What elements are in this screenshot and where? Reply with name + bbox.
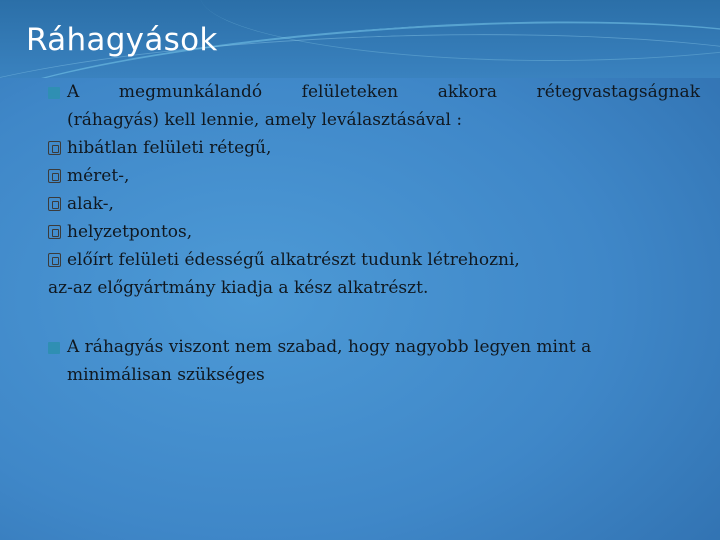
- slide-body: [48, 78, 700, 389]
- bullet-item: [48, 78, 700, 134]
- bullet-text-line: A megmunkálandó felületeken akkora rétegvastagságnak: [67, 82, 700, 102]
- square-bullet-icon: [48, 342, 60, 354]
- bullet-text-line: (ráhagyás) kell lennie, amely leválasztásával :: [67, 110, 463, 130]
- sub-item: [48, 246, 700, 274]
- sub-item: [48, 134, 700, 162]
- missing-glyph-icon: [48, 141, 61, 155]
- sub-item-text: helyzetpontos,: [67, 222, 193, 242]
- continuation-text: az-az előgyártmány kiadja a kész alkatrészt.: [48, 278, 429, 298]
- spacer: [48, 302, 700, 333]
- sub-item: [48, 162, 700, 190]
- sub-item: [48, 190, 700, 218]
- bullet-text-line: minimálisan szükséges: [67, 365, 265, 385]
- missing-glyph-icon: [48, 253, 61, 267]
- sub-item: [48, 218, 700, 246]
- missing-glyph-icon: [48, 225, 61, 239]
- sub-item-text: előírt felületi édességű alkatrészt tudunk létrehozni,: [67, 250, 520, 270]
- missing-glyph-icon: [48, 169, 61, 183]
- sub-item-text: hibátlan felületi rétegű,: [67, 138, 272, 158]
- square-bullet-icon: [48, 87, 60, 99]
- sub-item-text: méret-,: [67, 166, 130, 186]
- bullet-item: [48, 333, 700, 389]
- bullet-text-line: A ráhagyás viszont nem szabad, hogy nagyobb legyen mint a: [67, 337, 592, 357]
- sub-item-text: alak-,: [67, 194, 114, 214]
- slide-title: Ráhagyások: [26, 22, 218, 58]
- missing-glyph-icon: [48, 197, 61, 211]
